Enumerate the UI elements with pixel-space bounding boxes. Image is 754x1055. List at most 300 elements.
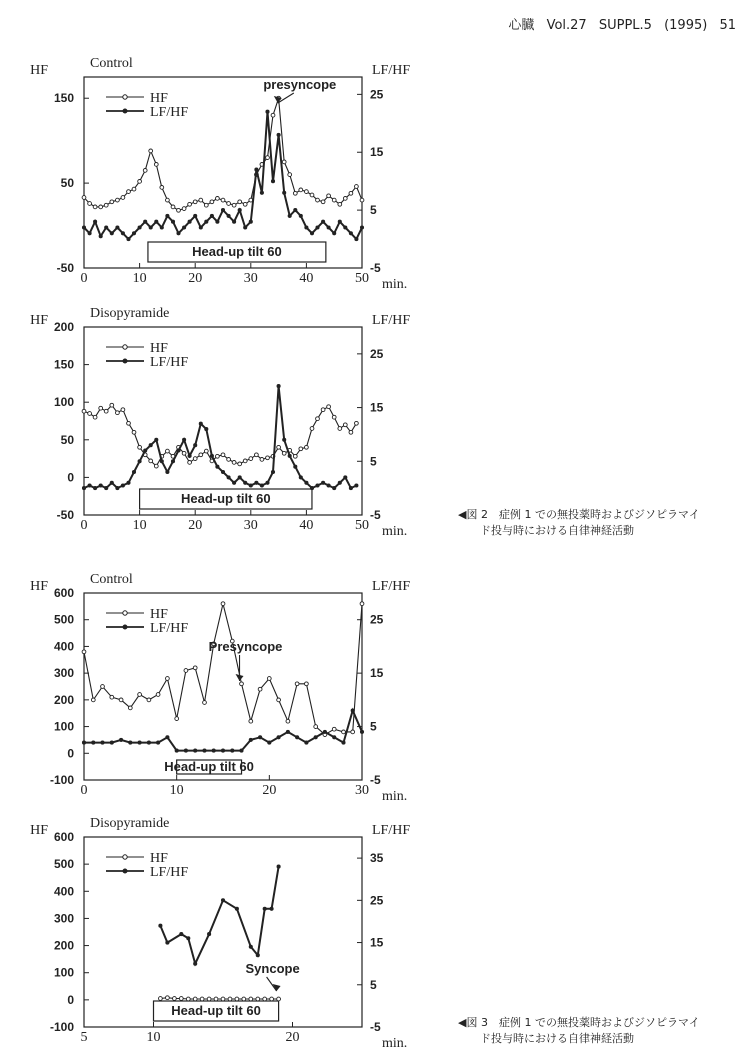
figure-3-caption-line-1: ◀図 3 症例 1 での無投薬時およびジソピラマイ	[458, 1016, 700, 1029]
data-point-lfhf	[327, 226, 330, 229]
data-point-lfhf	[277, 736, 280, 739]
data-point-lfhf	[299, 476, 302, 479]
x-tick-label: 10	[132, 271, 147, 286]
data-point-hf	[321, 200, 325, 204]
x-axis-label: min.	[382, 789, 408, 804]
data-point-hf	[314, 725, 318, 729]
data-point-hf	[343, 197, 347, 201]
data-point-hf	[305, 682, 309, 686]
data-point-lfhf	[283, 438, 286, 441]
data-point-lfhf	[333, 487, 336, 490]
data-point-lfhf	[138, 460, 141, 463]
data-point-lfhf	[316, 484, 319, 487]
left-tick-label: 200	[53, 938, 74, 953]
data-point-lfhf	[160, 460, 163, 463]
data-point-lfhf	[194, 214, 197, 217]
left-tick-label: 50	[60, 432, 74, 447]
data-point-lfhf	[221, 749, 224, 752]
data-point-lfhf	[99, 235, 102, 238]
data-point-lfhf	[183, 226, 186, 229]
legend-marker	[123, 869, 127, 873]
data-point-hf	[193, 997, 197, 1001]
plot-frame	[84, 327, 362, 515]
left-tick-label: 0	[67, 746, 74, 761]
data-point-hf	[310, 193, 314, 197]
left-axis-label: HF	[30, 823, 48, 838]
data-point-lfhf	[149, 226, 152, 229]
data-point-lfhf	[294, 465, 297, 468]
data-point-hf	[221, 198, 225, 202]
data-point-hf	[267, 677, 271, 681]
chart-panel-4	[30, 816, 410, 1051]
right-tick-label: 25	[370, 612, 384, 627]
data-point-lfhf	[299, 214, 302, 217]
journal-year: (1995)	[664, 18, 708, 33]
data-point-lfhf	[110, 741, 113, 744]
data-point-lfhf	[138, 226, 141, 229]
right-axis-label: LF/HF	[372, 823, 411, 838]
data-point-hf	[249, 719, 253, 723]
x-tick-label: 10	[169, 783, 184, 798]
chart-title: Control	[90, 572, 133, 587]
right-tick-label: 5	[370, 719, 377, 734]
left-tick-label: 0	[67, 992, 74, 1007]
data-point-lfhf	[180, 933, 183, 936]
data-point-hf	[321, 408, 325, 412]
data-point-hf	[149, 459, 153, 463]
data-point-lfhf	[121, 232, 124, 235]
data-point-lfhf	[314, 736, 317, 739]
x-axis-label: min.	[382, 1036, 408, 1051]
data-point-lfhf	[349, 232, 352, 235]
head-up-tilt-label: Head-up tilt 60	[171, 1003, 261, 1018]
series-line-lfhf	[160, 867, 278, 964]
series-line-lfhf	[84, 112, 362, 239]
data-point-hf	[305, 445, 309, 449]
chart-panel-2	[30, 306, 410, 539]
data-point-hf	[235, 997, 239, 1001]
data-point-lfhf	[177, 232, 180, 235]
figure-2-caption-line-2: ド投与時における自律神経活動	[480, 524, 634, 537]
left-tick-label: 600	[53, 586, 74, 600]
data-point-lfhf	[216, 465, 219, 468]
data-point-lfhf	[227, 476, 230, 479]
data-point-lfhf	[355, 238, 358, 241]
data-point-hf	[243, 459, 247, 463]
x-tick-label: 20	[285, 1030, 300, 1045]
left-tick-label: 300	[53, 666, 74, 681]
right-tick-label: 5	[370, 203, 377, 218]
data-point-hf	[351, 730, 355, 734]
series-line-hf	[84, 604, 362, 735]
x-axis-label: min.	[382, 524, 408, 539]
data-point-lfhf	[194, 749, 197, 752]
data-point-lfhf	[177, 449, 180, 452]
data-point-hf	[204, 203, 208, 207]
left-axis-label: HF	[30, 313, 48, 328]
x-axis-label: min.	[382, 277, 408, 292]
data-point-hf	[110, 200, 114, 204]
data-point-lfhf	[288, 214, 291, 217]
data-point-hf	[355, 185, 359, 189]
data-point-hf	[166, 198, 170, 202]
data-point-hf	[199, 453, 203, 457]
data-point-lfhf	[132, 232, 135, 235]
data-point-lfhf	[249, 220, 252, 223]
data-point-lfhf	[271, 470, 274, 473]
left-tick-label: 500	[53, 612, 74, 627]
data-point-hf	[227, 202, 231, 206]
data-point-lfhf	[266, 110, 269, 113]
series-line-hf	[160, 998, 278, 999]
data-point-hf	[338, 202, 342, 206]
right-tick-label: 25	[370, 87, 384, 102]
left-tick-label: -50	[56, 261, 74, 275]
data-point-hf	[221, 602, 225, 606]
data-point-lfhf	[166, 470, 169, 473]
left-tick-label: 100	[53, 719, 74, 734]
data-point-lfhf	[144, 220, 147, 223]
left-tick-label: 300	[53, 911, 74, 926]
chart-panel-3	[30, 572, 410, 804]
data-point-lfhf	[249, 738, 252, 741]
data-point-lfhf	[82, 226, 85, 229]
data-point-hf	[88, 412, 92, 416]
legend-marker	[123, 359, 127, 363]
data-point-hf	[175, 717, 179, 721]
data-point-lfhf	[157, 741, 160, 744]
data-point-lfhf	[268, 741, 271, 744]
data-point-hf	[82, 409, 86, 413]
data-point-hf	[127, 421, 131, 425]
data-point-hf	[214, 997, 218, 1001]
legend-label-lfhf: LF/HF	[150, 355, 189, 370]
legend-label-hf: HF	[150, 341, 168, 356]
data-point-lfhf	[310, 487, 313, 490]
annotation-label: Presyncope	[208, 639, 283, 654]
chart-title: Disopyramide	[90, 306, 170, 321]
data-point-hf	[282, 160, 286, 164]
data-point-hf	[349, 191, 353, 195]
series-line-hf	[84, 98, 362, 210]
data-point-hf	[288, 173, 292, 177]
data-point-hf	[204, 449, 208, 453]
data-point-lfhf	[235, 907, 238, 910]
data-point-hf	[166, 677, 170, 681]
data-point-hf	[184, 669, 188, 673]
series-line-hf	[84, 405, 356, 466]
data-point-lfhf	[360, 226, 363, 229]
data-point-lfhf	[333, 232, 336, 235]
data-point-lfhf	[132, 470, 135, 473]
data-point-hf	[154, 464, 158, 468]
left-tick-label: 100	[53, 395, 74, 410]
data-point-hf	[182, 207, 186, 211]
data-point-hf	[138, 180, 142, 184]
data-point-hf	[104, 409, 108, 413]
x-tick-label: 0	[80, 271, 88, 286]
data-point-lfhf	[238, 476, 241, 479]
data-point-hf	[173, 997, 177, 1001]
data-point-hf	[255, 453, 259, 457]
data-point-hf	[316, 198, 320, 202]
left-axis-label: HF	[30, 579, 48, 594]
data-point-hf	[147, 698, 151, 702]
x-tick-label: 50	[355, 518, 369, 533]
legend-marker	[123, 109, 127, 113]
x-tick-label: 40	[299, 271, 314, 286]
legend-marker	[123, 855, 127, 859]
left-tick-label: 600	[53, 830, 74, 844]
data-point-lfhf	[240, 749, 243, 752]
data-point-lfhf	[166, 214, 169, 217]
data-point-hf	[101, 685, 105, 689]
data-point-hf	[305, 190, 309, 194]
data-point-hf	[232, 461, 236, 465]
left-tick-label: -100	[49, 773, 74, 787]
data-point-hf	[232, 203, 236, 207]
journal-volume: Vol.27	[546, 18, 587, 33]
x-tick-label: 20	[188, 518, 203, 533]
data-point-hf	[143, 169, 147, 173]
x-tick-label: 30	[355, 783, 369, 798]
data-point-lfhf	[194, 962, 197, 965]
data-point-lfhf	[249, 945, 252, 948]
data-point-lfhf	[227, 214, 230, 217]
data-point-hf	[82, 650, 86, 654]
data-point-lfhf	[144, 449, 147, 452]
data-point-hf	[360, 602, 364, 606]
right-tick-label: 15	[370, 666, 384, 681]
data-point-hf	[88, 202, 92, 206]
data-point-hf	[154, 163, 158, 167]
data-point-hf	[238, 200, 242, 204]
series-line-lfhf	[84, 386, 356, 488]
journal-supplement: SUPPL.5	[598, 18, 652, 33]
data-point-hf	[138, 693, 142, 697]
data-point-hf	[221, 997, 225, 1001]
data-point-hf	[327, 194, 331, 198]
x-tick-label: 20	[188, 271, 203, 286]
data-point-lfhf	[288, 454, 291, 457]
chart-panel-1	[30, 56, 410, 292]
data-point-hf	[104, 203, 108, 207]
left-tick-label: -50	[56, 508, 74, 522]
data-point-hf	[343, 423, 347, 427]
right-tick-label: 5	[370, 454, 377, 469]
data-point-hf	[338, 427, 342, 431]
data-point-lfhf	[333, 736, 336, 739]
data-point-hf	[82, 196, 86, 200]
legend-marker	[123, 625, 127, 629]
left-tick-label: 50	[60, 176, 74, 191]
data-point-hf	[266, 456, 270, 460]
data-point-lfhf	[316, 226, 319, 229]
x-tick-label: 10	[132, 518, 147, 533]
data-point-lfhf	[327, 484, 330, 487]
data-point-lfhf	[210, 214, 213, 217]
data-point-lfhf	[271, 180, 274, 183]
data-point-hf	[332, 727, 336, 731]
chart-title: Control	[90, 56, 133, 71]
annotation-arrowhead	[236, 674, 244, 681]
data-point-lfhf	[221, 899, 224, 902]
data-point-hf	[249, 997, 253, 1001]
data-point-hf	[263, 997, 267, 1001]
data-point-hf	[277, 997, 281, 1001]
data-point-lfhf	[155, 220, 158, 223]
data-point-hf	[188, 461, 192, 465]
data-point-hf	[216, 454, 220, 458]
data-point-hf	[240, 682, 244, 686]
x-tick-label: 20	[262, 783, 277, 798]
data-point-hf	[110, 695, 114, 699]
data-point-lfhf	[175, 749, 178, 752]
data-point-lfhf	[110, 481, 113, 484]
data-point-lfhf	[221, 470, 224, 473]
right-tick-label: 15	[370, 400, 384, 415]
right-tick-label: 25	[370, 893, 384, 908]
data-point-lfhf	[82, 487, 85, 490]
data-point-hf	[193, 457, 197, 461]
data-point-hf	[182, 451, 186, 455]
data-point-hf	[171, 205, 175, 209]
data-point-hf	[110, 403, 114, 407]
data-point-lfhf	[129, 741, 132, 744]
left-tick-label: 400	[53, 639, 74, 654]
legend-label-hf: HF	[150, 851, 168, 866]
data-point-hf	[193, 200, 197, 204]
data-point-lfhf	[322, 481, 325, 484]
data-point-hf	[188, 202, 192, 206]
data-point-hf	[310, 427, 314, 431]
data-point-lfhf	[270, 907, 273, 910]
data-point-lfhf	[238, 209, 241, 212]
right-tick-label: -5	[370, 1020, 381, 1034]
data-point-lfhf	[255, 168, 258, 171]
data-point-lfhf	[233, 220, 236, 223]
data-point-hf	[203, 701, 207, 705]
data-point-hf	[128, 706, 132, 710]
data-point-hf	[132, 187, 136, 191]
data-point-lfhf	[351, 709, 354, 712]
right-axis-label: LF/HF	[372, 313, 411, 328]
left-tick-label: 0	[67, 470, 74, 485]
data-point-lfhf	[121, 484, 124, 487]
data-point-lfhf	[116, 226, 119, 229]
data-point-hf	[355, 421, 359, 425]
data-point-lfhf	[105, 226, 108, 229]
data-point-hf	[258, 687, 262, 691]
data-point-lfhf	[205, 428, 208, 431]
data-point-hf	[210, 200, 214, 204]
left-tick-label: 500	[53, 857, 74, 872]
data-point-lfhf	[94, 220, 97, 223]
data-point-hf	[227, 458, 231, 462]
data-point-lfhf	[233, 481, 236, 484]
legend-marker	[123, 95, 127, 99]
left-tick-label: -100	[49, 1020, 74, 1034]
data-point-hf	[93, 415, 97, 419]
data-point-lfhf	[338, 220, 341, 223]
legend-label-hf: HF	[150, 607, 168, 622]
data-point-lfhf	[188, 454, 191, 457]
data-point-lfhf	[187, 937, 190, 940]
data-point-hf	[166, 449, 170, 453]
x-tick-label: 0	[80, 783, 88, 798]
data-point-lfhf	[205, 220, 208, 223]
data-point-hf	[116, 411, 120, 415]
data-point-lfhf	[199, 226, 202, 229]
data-point-lfhf	[188, 220, 191, 223]
data-point-lfhf	[283, 191, 286, 194]
right-axis-label: LF/HF	[372, 63, 411, 78]
data-point-lfhf	[184, 749, 187, 752]
data-point-hf	[360, 198, 364, 202]
annotation-label: Syncope	[245, 961, 300, 976]
figure-3-caption-line-2: ド投与時における自律神経活動	[480, 1032, 634, 1045]
x-tick-label: 10	[146, 1030, 161, 1045]
data-point-lfhf	[256, 954, 259, 957]
legend-marker	[123, 345, 127, 349]
right-tick-label: 15	[370, 145, 384, 160]
data-point-hf	[200, 997, 204, 1001]
data-point-hf	[99, 406, 103, 410]
data-point-hf	[299, 447, 303, 451]
annotation-arrow	[267, 977, 277, 991]
data-point-lfhf	[344, 226, 347, 229]
left-tick-label: 100	[53, 965, 74, 980]
data-point-lfhf	[249, 484, 252, 487]
annotation-label: presyncope	[263, 77, 337, 92]
data-point-lfhf	[149, 444, 152, 447]
x-tick-label: 30	[243, 518, 258, 533]
right-tick-label: -5	[370, 773, 381, 787]
data-point-hf	[342, 730, 346, 734]
data-point-lfhf	[171, 220, 174, 223]
data-point-hf	[332, 415, 336, 419]
data-point-lfhf	[127, 481, 130, 484]
data-point-lfhf	[94, 487, 97, 490]
data-point-lfhf	[322, 220, 325, 223]
data-point-hf	[270, 997, 274, 1001]
data-point-hf	[282, 451, 286, 455]
data-point-hf	[91, 698, 95, 702]
data-point-hf	[177, 208, 181, 212]
data-point-lfhf	[183, 438, 186, 441]
data-point-hf	[295, 682, 299, 686]
data-point-hf	[99, 205, 103, 209]
data-point-lfhf	[216, 220, 219, 223]
data-point-hf	[166, 996, 170, 1000]
data-point-hf	[160, 186, 164, 190]
data-point-lfhf	[344, 476, 347, 479]
x-tick-label: 5	[80, 1030, 88, 1045]
data-point-lfhf	[310, 232, 313, 235]
figure-2-caption	[458, 507, 700, 539]
data-point-lfhf	[260, 484, 263, 487]
data-point-hf	[138, 445, 142, 449]
left-tick-label: 400	[53, 884, 74, 899]
data-point-hf	[349, 430, 353, 434]
data-point-lfhf	[155, 438, 158, 441]
data-point-lfhf	[138, 741, 141, 744]
page-number: 51	[719, 18, 736, 33]
data-point-lfhf	[120, 738, 123, 741]
data-point-hf	[207, 997, 211, 1001]
data-point-lfhf	[160, 226, 163, 229]
head-up-tilt-label: Head-up tilt 60	[164, 759, 254, 774]
